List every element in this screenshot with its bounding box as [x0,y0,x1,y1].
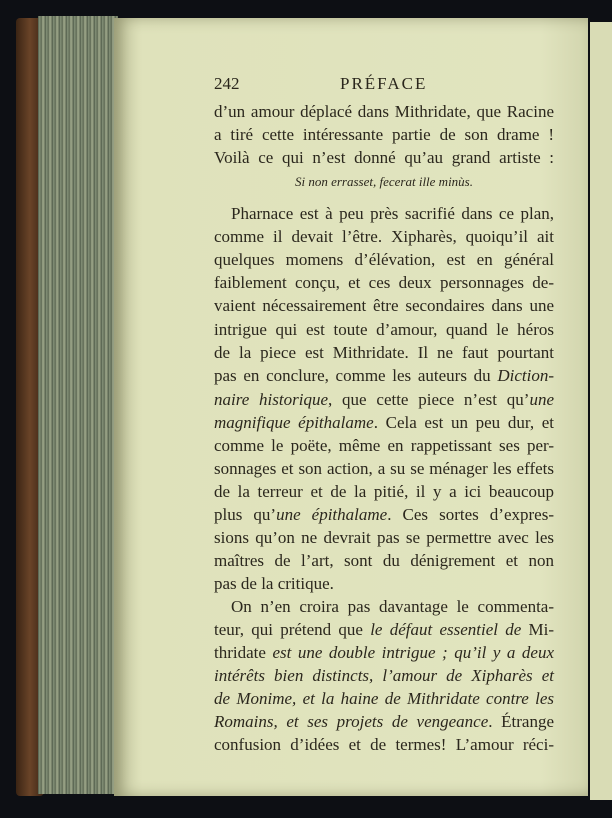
italic-text: une épithalame [276,505,388,524]
text-line [214,248,554,271]
text-span: pas en conclure, comme les auteurs du [214,366,498,385]
italic-text: naire historique [214,390,328,409]
text-span: de la terreur et de la pitié, il y a ici beaucoup [214,482,554,501]
text-line [214,710,554,733]
text-span: Mi- [521,620,555,639]
text-span: vaient nécessairement être secondaires dans une [214,296,554,315]
italic-text: le défaut essentiel de [370,620,522,639]
text-span: . Étrange [488,712,554,731]
text-line [214,503,554,526]
text-line [214,388,554,411]
text-span: d’un amour déplacé dans Mithridate, que Racine [214,102,554,121]
text-line [214,457,554,480]
text-line [214,572,554,595]
text-span: confusion d’idées et de termes! L’amour réci- [214,735,554,754]
italic-text: Diction- [497,366,554,385]
text-span: faiblement conçu, et ces deux personnages de- [214,273,554,292]
text-line [214,641,554,664]
text-span: . Ces sortes d’expres- [387,505,554,524]
text-span: thridate [214,643,273,662]
italic-text: de Monime, et la haine de Mithridate contre les [214,689,554,708]
running-head: PRÉFACE [340,74,428,93]
text-line [214,271,554,294]
text-line [214,318,554,341]
text-span: intrigue qui est toute d’amour, quand le héros [214,320,554,339]
text-line [214,123,554,146]
text-span: a tiré cette intéressante partie de son drame ! [214,125,554,144]
text-line [214,294,554,317]
facing-page-edge [590,22,612,800]
text-line [214,434,554,457]
page-header [214,74,554,96]
text-span: teur, qui prétend que [214,620,371,639]
text-line [214,687,554,710]
text-span: sions qu’on ne devrait pas se permettre avec les [214,528,554,547]
page-number: 242 [214,74,240,93]
text-line [214,364,554,387]
text-line [214,202,554,225]
italic-text: intérêts bien distincts, l’amour de Xipharès et [214,666,554,685]
italic-text: Si non errasset, fecerat ille minùs. [294,174,473,189]
text-span: plus qu’ [214,505,277,524]
text-line [214,549,554,572]
text-span: comme il devait l’être. Xipharès, quoiqu’il ait [214,227,554,246]
text-line [214,618,554,641]
text-line [214,733,554,756]
text-line [214,526,554,549]
italic-text: une [529,390,554,409]
text-span: Voilà ce qui n’est donné qu’au grand artiste : [214,148,554,167]
italic-text: magnifique épithalame [214,413,374,432]
text-line [214,100,554,123]
text-span: , que cette piece n’est qu’ [328,390,530,409]
text-span: . Cela est un peu dur, et [373,413,554,432]
text-line [214,225,554,248]
text-line [214,341,554,364]
text-span: comme le poëte, même en rappetissant ses per- [214,436,554,455]
text-line [214,146,554,169]
text-span: pas de la critique. [214,574,334,593]
page-edges [38,16,118,794]
text-span: de la piece est Mithridate. Il ne faut pourtant [214,343,554,362]
text-span: Pharnace est à peu près sacrifié dans ce plan, [231,204,554,223]
epigraph-line [214,170,554,193]
italic-text: Romains, et ses projets de vengeance [214,712,489,731]
text-line [214,411,554,434]
text-line [214,480,554,503]
text-span: On n’en croira pas davantage le commenta- [231,597,554,616]
text-line [214,664,554,687]
text-span: maîtres de l’art, sont du dénigrement et non [214,551,554,570]
italic-text: est une double intrigue ; qu’il y a deux [272,643,554,662]
text-span: sonnages et son action, a su se ménager les effets [214,459,554,478]
text-span: quelques momens d’élévation, est en général [214,250,554,269]
text-line [214,595,554,618]
